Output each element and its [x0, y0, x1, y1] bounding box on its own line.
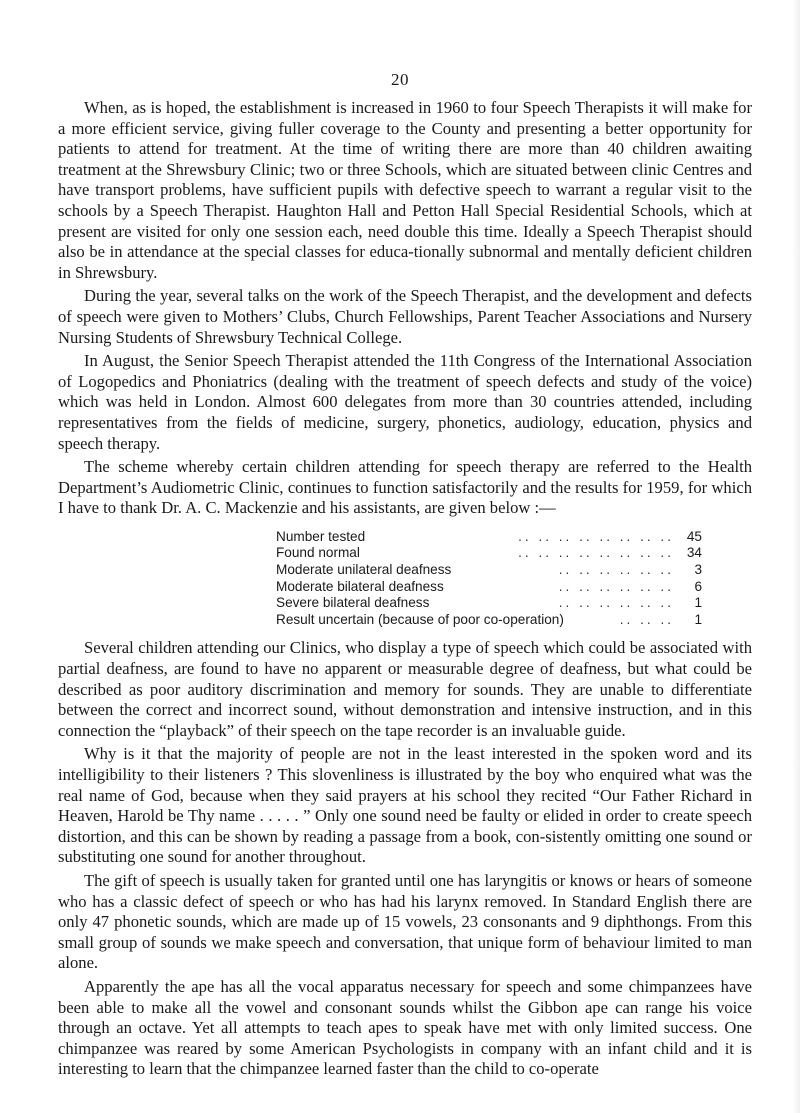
result-value: 3 [694, 562, 702, 578]
result-label: Moderate unilateral deafness [276, 562, 452, 578]
leader-dots: .. .. .. .. .. .. .. .. [518, 545, 674, 561]
leader-dots: .. .. .. [619, 611, 674, 627]
paragraph-slovenliness: Why is it that the majority of people are not in the least interested in the spoken word and its intelligibility to their listeners ? This slovenliness is illustrated by the boy who enquired what was the real name of God, because when they said prayers at his school they recited “Our Father Richard in Heaven, Harold be Thy name . . . . . ” Only one sound need be faulty or elided in order to create speech distortion, and this can be shown by reading a passage from a book, con-sistently omitting one sound or substituting one sound for another throughout. [58, 744, 752, 867]
result-row [276, 579, 702, 596]
audiometric-results-table [276, 529, 702, 629]
leader-dots: .. .. .. .. .. .. [558, 595, 674, 611]
paragraph-audiometric-scheme: The scheme whereby certain children attending for speech therapy are referred to the Health Department’s Audiometric Clinic, continues to function satisfactorily and the results for 1959, for which I have to thank Dr. A. C. Mackenzie and his assistants, are given below :— [58, 457, 752, 518]
page-number: 20 [391, 70, 409, 89]
paragraph-gift-of-speech: The gift of speech is usually taken for granted until one has laryngitis or knows or hears of someone who has a classic defect of speech or who has had his larynx removed. In Standard English there are only 47 phonetic sounds, which are made up of 15 vowels, 23 consonants and 9 diphthongs. From this small group of sounds we make speech and conversation, that unique form of behaviour limited to man alone. [58, 870, 752, 973]
result-value: 45 [686, 528, 702, 544]
result-label: Severe bilateral deafness [276, 595, 430, 611]
result-value: 6 [694, 578, 702, 594]
leader-dots: .. .. .. .. .. .. [558, 578, 674, 594]
leader-dots: .. .. .. .. .. .. .. .. [518, 528, 674, 544]
result-row [276, 595, 702, 612]
paragraph-auditory-discrimination: Several children attending our Clinics, who display a type of speech which could be associated with partial deafness, are found to have no apparent or measurable degree of deafness, but what could be described as poor auditory discrimination and memory for sounds. They are unable to differentiate between the correct and incorrect sound, without demonstration and intensive instruction, and in this connection the “playback” of their speech on the tape recorder is an invaluable guide. [58, 638, 752, 740]
result-label: Found normal [276, 545, 360, 561]
result-value: 1 [694, 595, 702, 611]
result-row [276, 612, 702, 629]
leader-dots: .. .. .. .. .. .. [558, 562, 674, 578]
result-value: 1 [694, 611, 702, 627]
paragraph-congress: In August, the Senior Speech Therapist attended the 11th Congress of the International Association of Logopedics and Phoniatrics (dealing with the treatment of speech defects and study of the voice) which was held in London. Almost 600 delegates from more than 30 countries attended, including representatives from the fields of medicine, surgery, phonetics, audiology, education, physics and speech therapy. [58, 351, 752, 453]
result-label: Result uncertain (because of poor co-operation) [276, 611, 564, 627]
result-row [276, 529, 702, 546]
page-edge-shadow [792, 0, 800, 1113]
page-content [58, 98, 752, 1083]
paragraph-apes: Apparently the ape has all the vocal apparatus necessary for speech and some chimpanzees have been able to make all the vowel and consonant sounds whilst the Gibbon ape can range his voice through an octave. Yet all attempts to teach apes to speak have met with only limited success. One chimpanzee was reared by some American Psychologists in company with an infant child and it is interesting to learn that the chimpanzee learned faster than the child to co-operate [58, 976, 752, 1079]
result-row [276, 562, 702, 579]
result-label: Moderate bilateral deafness [276, 578, 444, 594]
result-label: Number tested [276, 528, 366, 544]
paragraph-talks: During the year, several talks on the work of the Speech Therapist, and the development and defects of speech were given to Mothers’ Clubs, Church Fellowships, Parent Teacher Associations and Nursery Nursing Students of Shrewsbury Technical College. [58, 286, 752, 347]
paragraph-establishment: When, as is hoped, the establishment is increased in 1960 to four Speech Therapists it will make for a more efficient service, giving fuller coverage to the County and presenting a better opportunity for patients to attend for treatment. At the time of writing there are more than 40 children awaiting treatment at the Shrewsbury Clinic; two or three Schools, which are situated between clinic Centres and have transport problems, have sufficient pupils with defective speech to warrant a regular visit to the schools by a Speech Therapist. Haughton Hall and Petton Hall Special Residential Schools, which at present are visited for only one session each, need double this time. Ideally a Speech Therapist should also be in attendance at the special classes for educa-tionally subnormal and mentally deficient children in Shrewsbury. [58, 98, 752, 282]
result-row [276, 545, 702, 562]
result-value: 34 [686, 545, 702, 561]
